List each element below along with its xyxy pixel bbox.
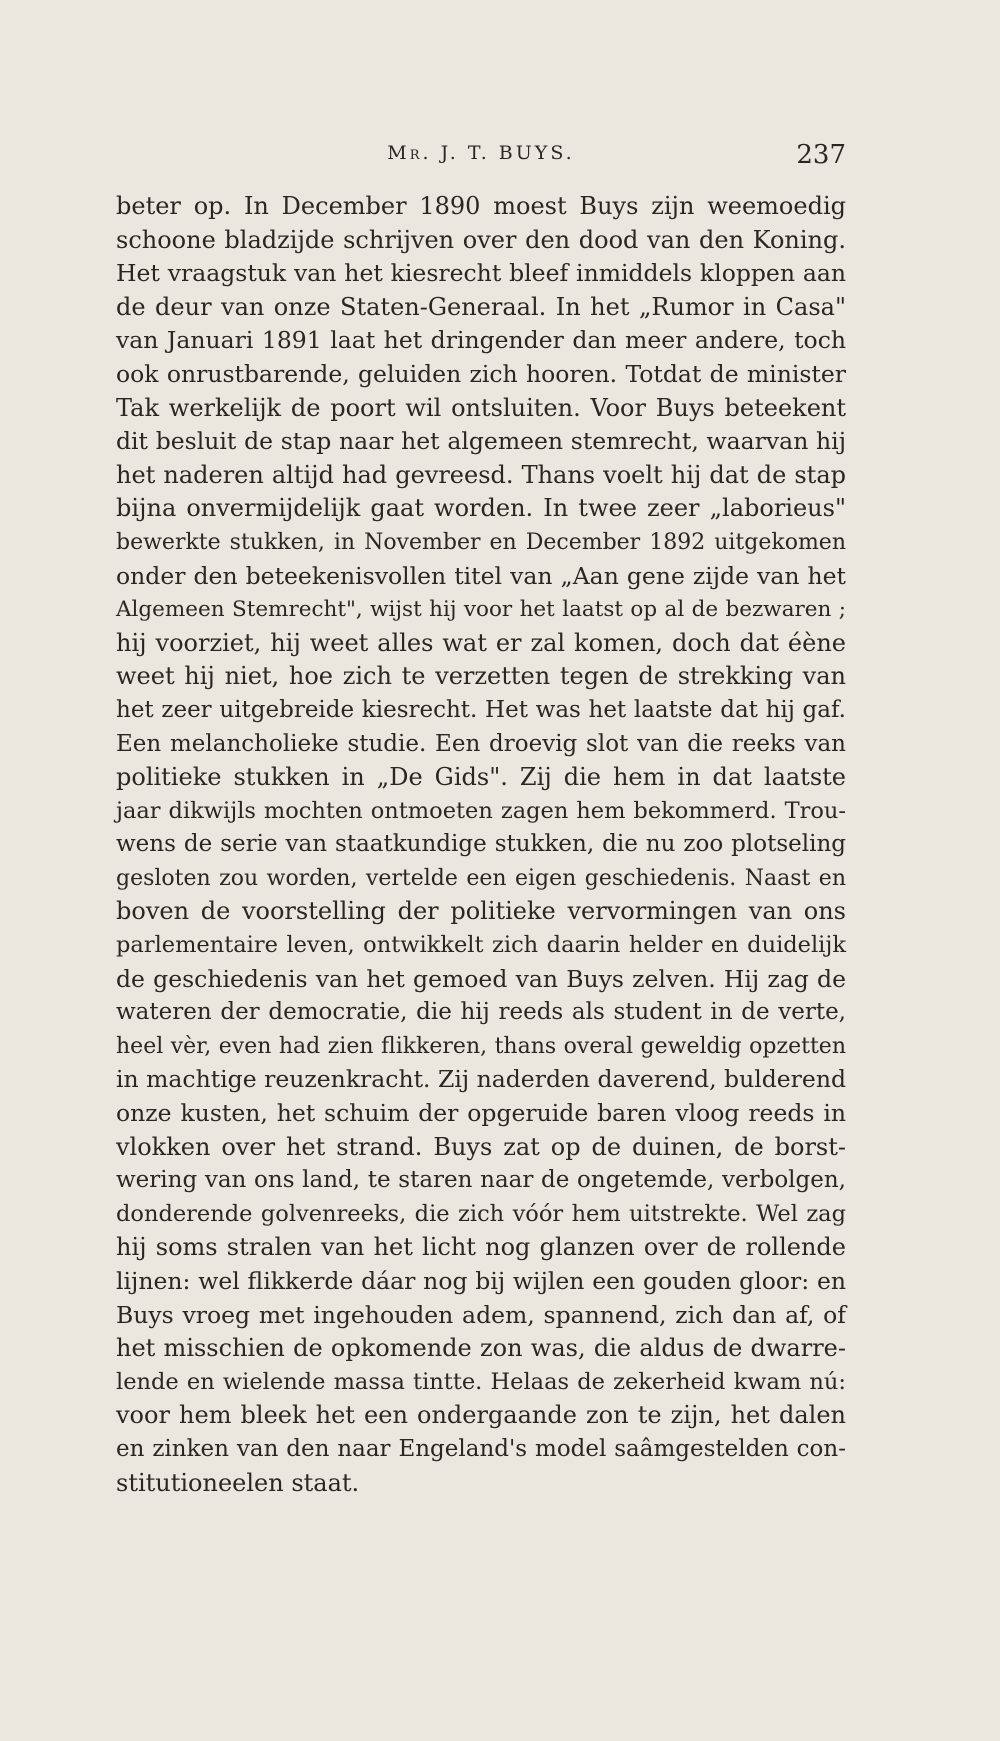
text-line: heel vèr, even had zien flikkeren, thans overal geweldig opzetten (116, 1033, 846, 1059)
text-line: en zinken van den naar Engeland's model saâmgestelden con- (116, 1435, 846, 1462)
text-line: Tak werkelijk de poort wil ontsluiten. Voor Buys beteekent (116, 393, 846, 422)
text-line: vlokken over het strand. Buys zat op de duinen, de borst- (116, 1132, 846, 1161)
text-line: Een melancholieke studie. Een droevig slot van die reeks van (116, 730, 846, 757)
running-head: Mr. J. T. BUYS. (387, 142, 575, 164)
text-line: van Januari 1891 laat het dringender dan meer andere, toch (116, 326, 846, 355)
text-line: stitutioneelen staat. (116, 1468, 360, 1497)
text-line: boven de voorstelling der politieke vervormingen van ons (116, 897, 846, 926)
text-line: jaar dikwijls mochten ontmoeten zagen hem bekommerd. Trou- (116, 797, 846, 824)
text-line: beter op. In December 1890 moest Buys zijn weemoedig (116, 192, 846, 220)
text-line: onder den beteekenisvollen titel van „Aan gene zijde van het (116, 561, 846, 590)
text-line: schoone bladzijde schrijven over den dood van den Koning. (116, 225, 846, 254)
page-header (116, 140, 846, 172)
text-line: Het vraagstuk van het kiesrecht bleef inmiddels kloppen aan (116, 259, 846, 288)
text-line: dit besluit de stap naar het algemeen stemrecht, waarvan hij (116, 427, 846, 456)
text-line: het zeer uitgebreide kiesrecht. Het was het laatste dat hij gaf. (116, 696, 846, 723)
text-line: het naderen altijd had gevreesd. Thans voelt hij dat de stap (116, 460, 846, 489)
text-line: wateren der democratie, die hij reeds als student in de verte, (116, 999, 846, 1026)
text-line: donderende golvenreeks, die zich vóór hem uitstrekte. Wel zag (116, 1200, 846, 1227)
text-line: Buys vroeg met ingehouden adem, spannend, zich dan af, of (116, 1300, 846, 1329)
text-line: bewerkte stukken, in November en December 1892 uitgekomen (116, 529, 846, 555)
text-line: weet hij niet, hoe zich te verzetten tegen de strekking van (116, 662, 846, 691)
text-line: Algemeen Stemrecht", wijst hij voor het laatst op al de bezwaren ; (116, 597, 846, 623)
text-line: de deur van onze Staten-Generaal. In het „Rumor in Casa" (116, 292, 846, 321)
text-line: gesloten zou worden, vertelde een eigen geschiedenis. Naast en (116, 865, 846, 891)
text-line: hij soms stralen van het licht nog glanzen over de rollende (116, 1233, 846, 1262)
text-line: lende en wielende massa tintte. Helaas de zekerheid kwam nú: (116, 1368, 846, 1395)
text-line: wens de serie van staatkundige stukken, die nu zoo plotseling (116, 831, 846, 858)
text-line: wering van ons land, te staren naar de ongetemde, verbolgen, (116, 1167, 846, 1194)
text-line: hij voorziet, hij weet alles wat er zal komen, doch dat éène (116, 628, 846, 657)
text-line: politieke stukken in „De Gids". Zij die hem in dat laatste (116, 763, 846, 792)
text-line: de geschiedenis van het gemoed van Buys zelven. Hij zag de (116, 964, 846, 993)
text-line: het misschien de opkomende zon was, die aldus de dwarre- (116, 1334, 846, 1363)
text-line: ook onrustbarende, geluiden zich hooren. Totdat de minister (116, 359, 846, 388)
text-line: parlementaire leven, ontwikkelt zich daarin helder en duidelijk (116, 932, 846, 959)
text-line: in machtige reuzenkracht. Zij naderden daverend, bulderend (116, 1065, 846, 1094)
text-line: onze kusten, het schuim der opgeruide baren vloog reeds in (116, 1099, 846, 1128)
body-text (116, 190, 846, 1500)
text-line: voor hem bleek het een ondergaande zon te zijn, het dalen (116, 1401, 846, 1430)
text-line: bijna onvermijdelijk gaat worden. In twee zeer „laborieus" (116, 494, 846, 523)
page-number: 237 (796, 140, 846, 170)
text-line: lijnen: wel flikkerde dáar nog bij wijlen een gouden gloor: en (116, 1267, 846, 1295)
